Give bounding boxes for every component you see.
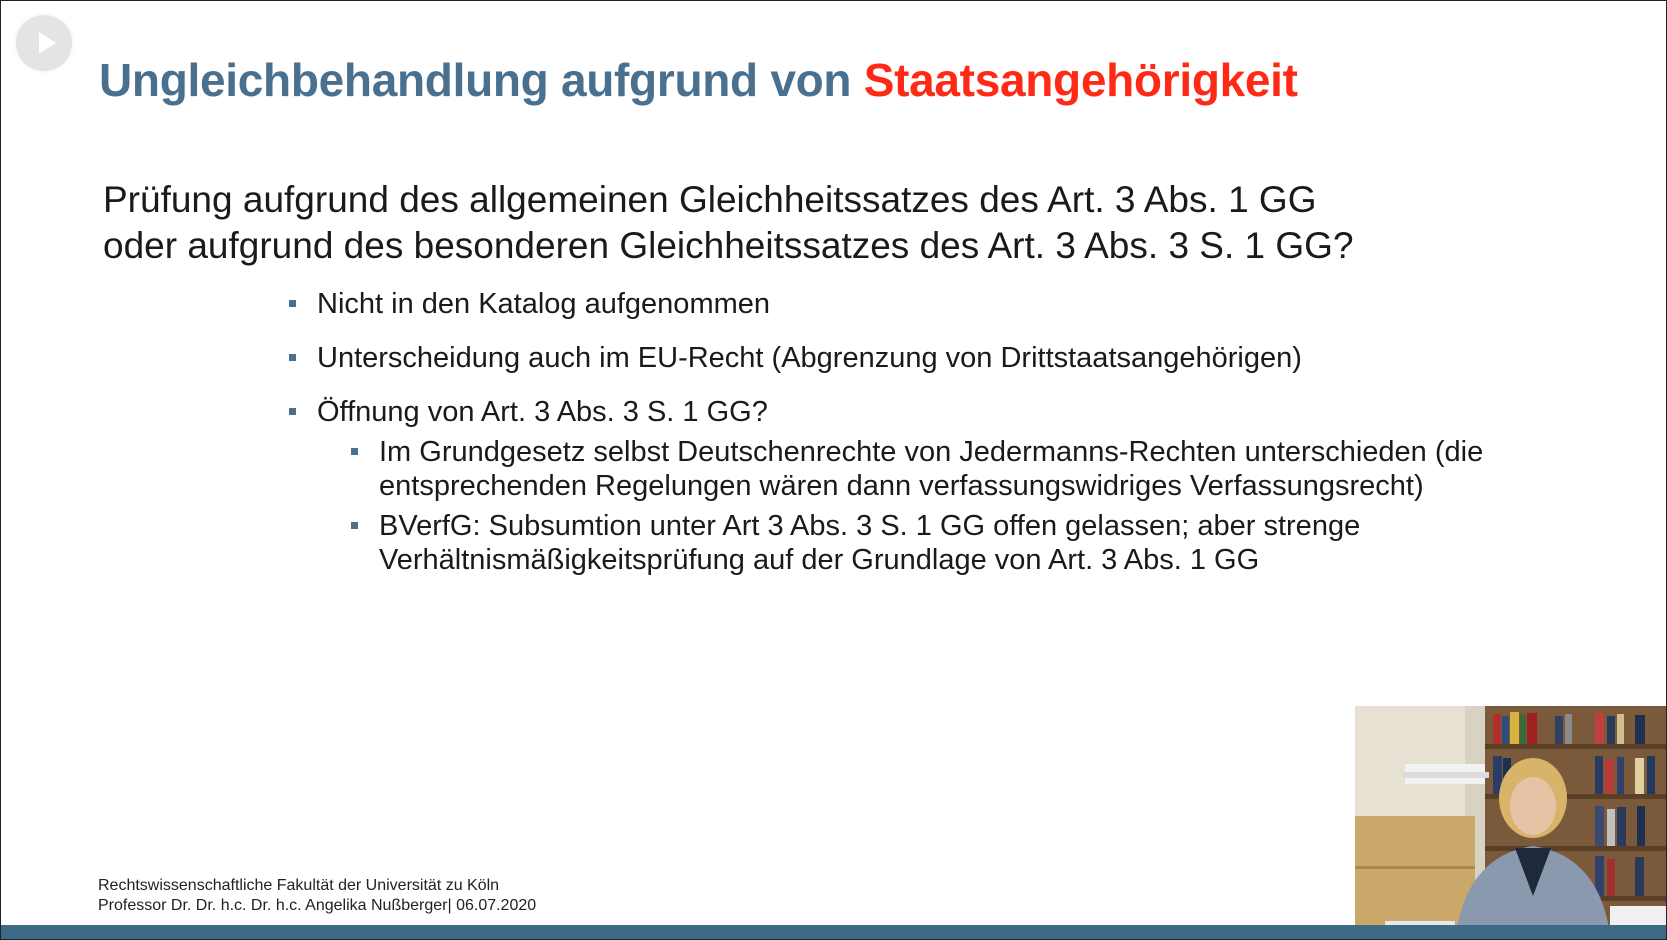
title-main: Ungleichbehandlung aufgrund von bbox=[99, 54, 864, 106]
title-accent: Staatsangehörigkeit bbox=[863, 54, 1298, 106]
bullet-item-label: Öffnung von Art. 3 Abs. 3 S. 1 GG? bbox=[317, 396, 768, 428]
bottom-bar bbox=[1, 925, 1666, 939]
slide-footer bbox=[98, 876, 536, 916]
footer-faculty: Rechtswissenschaftliche Fakultät der Universität zu Köln bbox=[98, 877, 500, 894]
play-icon[interactable] bbox=[16, 15, 72, 71]
webcam-scene bbox=[1355, 706, 1667, 940]
webcam-video bbox=[1355, 706, 1667, 940]
question-line-1: Prüfung aufgrund des allgemeinen Gleichheitssatzes des Art. 3 Abs. 1 GG bbox=[103, 179, 1317, 220]
bullet-item: Nicht in den Katalog aufgenommen bbox=[289, 287, 1589, 321]
subbullet-item: BVerfG: Subsumtion unter Art 3 Abs. 3 S. 1 GG offen gelassen; aber strenge Verhältnismäßigkeitsprüfung auf der Grundlage von Art. 3 Abs. 1 GG bbox=[351, 509, 1529, 577]
footer-presenter: Professor Dr. Dr. h.c. Dr. h.c. Angelika Nußberger| 06.07.2020 bbox=[98, 897, 537, 914]
main-question bbox=[103, 177, 1603, 269]
bullet-list bbox=[289, 287, 1589, 597]
subbullet-list bbox=[351, 435, 1589, 577]
bullet-item-with-subs bbox=[289, 395, 1589, 577]
subbullet-item: Im Grundgesetz selbst Deutschenrechte von Jedermanns-Rechten unterschieden (die entsprechenden Regelungen wären dann verfassungswidriges Verfassungsrecht) bbox=[351, 435, 1529, 503]
bullet-item: Unterscheidung auch im EU-Recht (Abgrenzung von Drittstaatsangehörigen) bbox=[289, 341, 1589, 375]
slide-title bbox=[99, 53, 1298, 107]
question-line-2: oder aufgrund des besonderen Gleichheitssatzes des Art. 3 Abs. 3 S. 1 GG? bbox=[103, 225, 1354, 266]
